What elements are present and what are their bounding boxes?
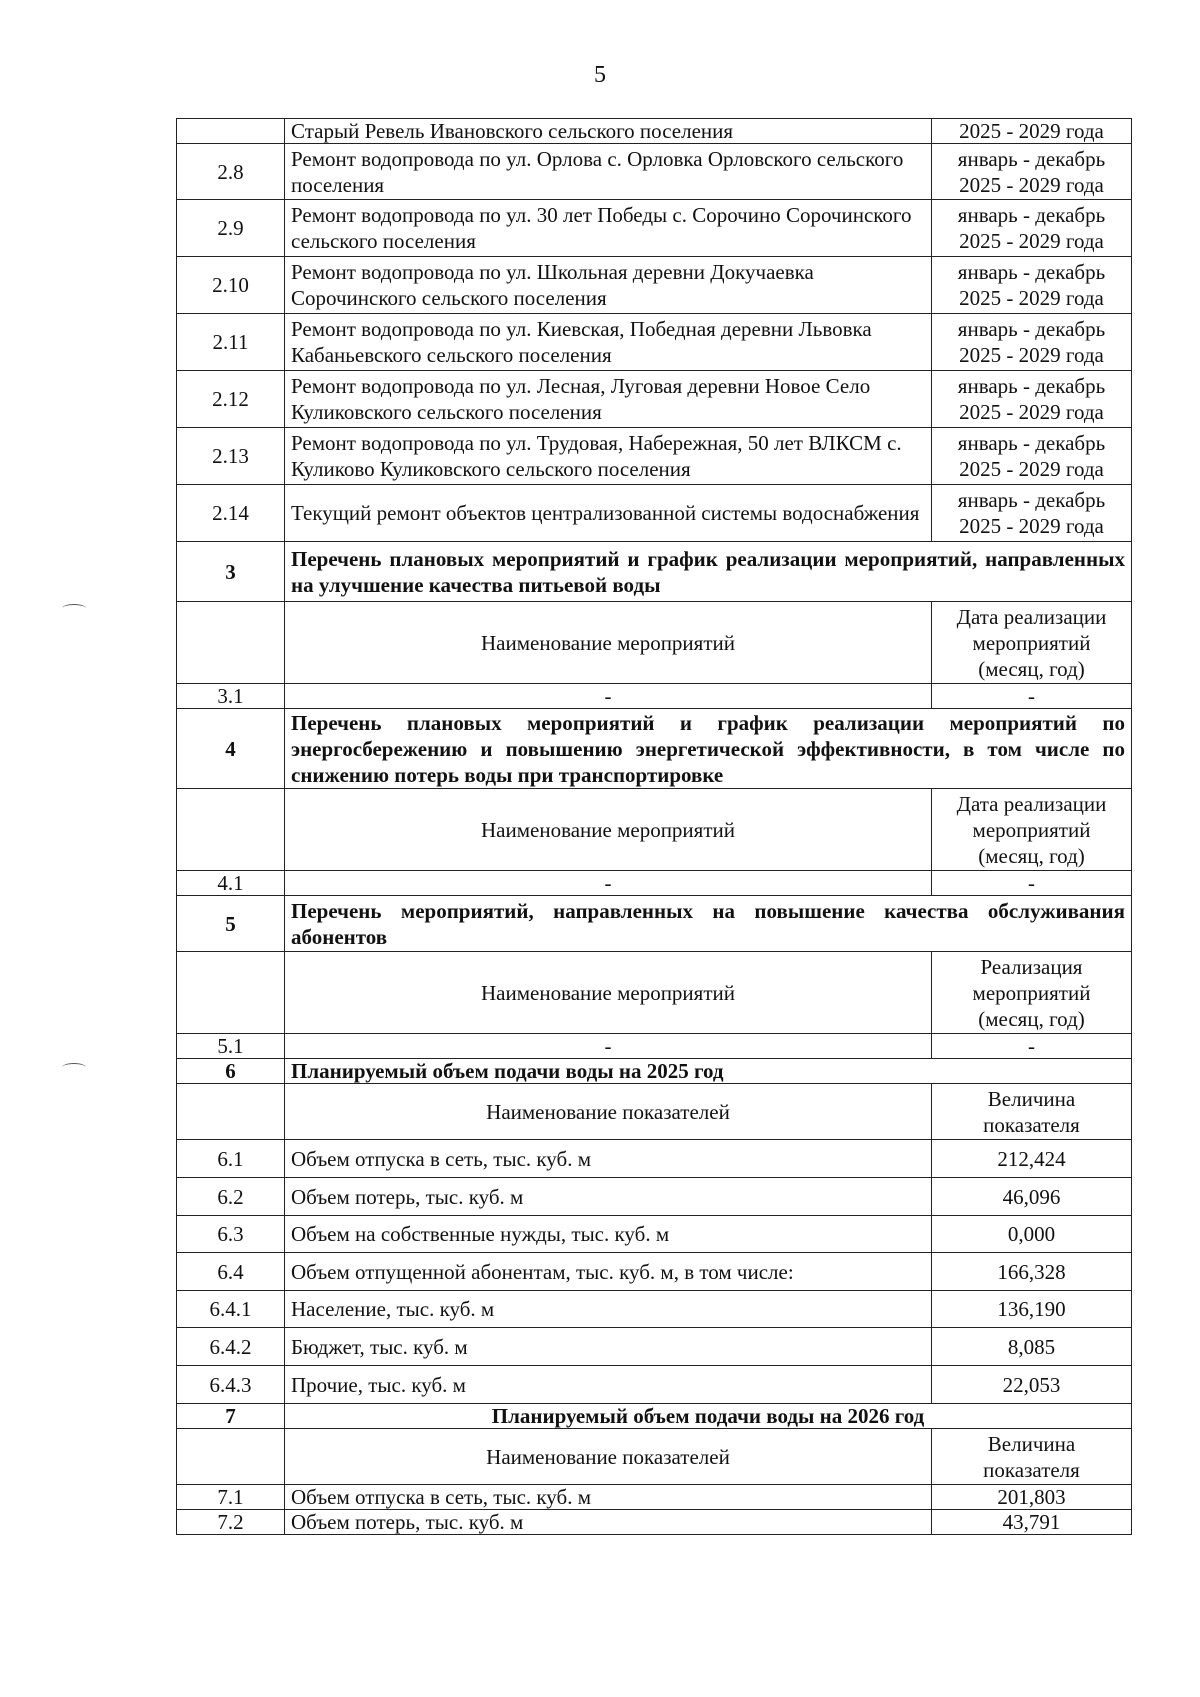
table-row (177, 428, 1132, 485)
table-row (177, 1178, 1132, 1216)
section-title: Перечень плановых мероприятий и график реализации мероприятий по энергосбережению и повышению энергетической эффективности, в том числе по снижению потерь воды при транспортировке (285, 709, 1132, 789)
header-name: Наименование показателей (285, 1429, 932, 1485)
row-number (177, 119, 285, 144)
row-number: 2.10 (177, 257, 285, 314)
table-row (177, 684, 1132, 709)
section-7-header-row (177, 1429, 1132, 1485)
row-number: 5.1 (177, 1034, 285, 1059)
header-date: Реализация мероприятий (месяц, год) (932, 952, 1132, 1034)
row-date: январь - декабрь 2025 - 2029 года (932, 485, 1132, 542)
row-number: 2.11 (177, 314, 285, 371)
row-number: 6.4.2 (177, 1328, 285, 1366)
table-row (177, 1366, 1132, 1404)
table-row (177, 1485, 1132, 1510)
header-name: Наименование мероприятий (285, 602, 932, 684)
page-number: 5 (594, 62, 606, 88)
row-value: 166,328 (932, 1253, 1132, 1291)
row-name: Ремонт водопровода по ул. Орлова с. Орловка Орловского сельского поселения (285, 144, 932, 200)
header-value: Величина показателя (932, 1084, 1132, 1140)
section-number: 7 (177, 1404, 285, 1429)
row-name: Прочие, тыс. куб. м (285, 1366, 932, 1404)
row-number: 6.2 (177, 1178, 285, 1216)
row-name: Текущий ремонт объектов централизованной системы водоснабжения (285, 485, 932, 542)
row-value: 0,000 (932, 1216, 1132, 1253)
row-date: январь - декабрь 2025 - 2029 года (932, 200, 1132, 257)
row-name: Объем отпущенной абонентам, тыс. куб. м, в том числе: (285, 1253, 932, 1291)
row-name: Объем на собственные нужды, тыс. куб. м (285, 1216, 932, 1253)
row-name: Население, тыс. куб. м (285, 1291, 932, 1328)
row-number: 6.4.1 (177, 1291, 285, 1328)
row-value: 136,190 (932, 1291, 1132, 1328)
row-date: январь - декабрь 2025 - 2029 года (932, 371, 1132, 428)
section-4-heading-row (177, 709, 1132, 789)
row-number: 2.13 (177, 428, 285, 485)
row-name: Ремонт водопровода по ул. Киевская, Победная деревни Львовка Кабаньевского сельского поселения (285, 314, 932, 371)
header-date: Дата реализации мероприятий (месяц, год) (932, 789, 1132, 871)
table-row (177, 1291, 1132, 1328)
row-name: Ремонт водопровода по ул. Школьная деревни Докучаевка Сорочинского сельского поселения (285, 257, 932, 314)
row-date: 2025 - 2029 года (932, 119, 1132, 144)
table-row (177, 1510, 1132, 1535)
table-row (177, 1216, 1132, 1253)
table-row (177, 257, 1132, 314)
header-value: Величина показателя (932, 1429, 1132, 1485)
row-number: 6.4.3 (177, 1366, 285, 1404)
row-number: 6.3 (177, 1216, 285, 1253)
row-number: 6.1 (177, 1140, 285, 1178)
table-row (177, 371, 1132, 428)
row-name: - (285, 871, 932, 896)
row-date: январь - декабрь 2025 - 2029 года (932, 428, 1132, 485)
row-number: 3.1 (177, 684, 285, 709)
section-5-heading-row (177, 896, 1132, 952)
binding-hole-mark (62, 604, 86, 613)
table-row (177, 200, 1132, 257)
binding-hole-mark (62, 1063, 86, 1072)
header-number-cell (177, 789, 285, 871)
table-row (177, 871, 1132, 896)
row-name: Бюджет, тыс. куб. м (285, 1328, 932, 1366)
row-number: 2.9 (177, 200, 285, 257)
row-date: январь - декабрь 2025 - 2029 года (932, 144, 1132, 200)
table-row (177, 1253, 1132, 1291)
section-number: 4 (177, 709, 285, 789)
row-number: 2.8 (177, 144, 285, 200)
row-date: - (932, 1034, 1132, 1059)
header-number-cell (177, 1084, 285, 1140)
section-title: Перечень плановых мероприятий и график реализации мероприятий, направленных на улучшение качества питьевой воды (285, 542, 1132, 602)
section-3-heading-row (177, 542, 1132, 602)
header-number-cell (177, 1429, 285, 1485)
header-name: Наименование мероприятий (285, 952, 932, 1034)
header-name: Наименование мероприятий (285, 789, 932, 871)
row-number: 2.12 (177, 371, 285, 428)
table-row (177, 1328, 1132, 1366)
section-number: 6 (177, 1059, 285, 1084)
section-title: Планируемый объем подачи воды на 2026 год (285, 1404, 1132, 1429)
header-name: Наименование показателей (285, 1084, 932, 1140)
section-6-header-row (177, 1084, 1132, 1140)
section-4-header-row (177, 789, 1132, 871)
row-date: - (932, 684, 1132, 709)
row-value: 43,791 (932, 1510, 1132, 1535)
section-3-header-row (177, 602, 1132, 684)
row-date: январь - декабрь 2025 - 2029 года (932, 314, 1132, 371)
section-title: Перечень мероприятий, направленных на повышение качества обслуживания абонентов (285, 896, 1132, 952)
row-value: 201,803 (932, 1485, 1132, 1510)
row-name: Объем потерь, тыс. куб. м (285, 1510, 932, 1535)
row-name: - (285, 1034, 932, 1059)
row-name: Ремонт водопровода по ул. Лесная, Луговая деревни Новое Село Куликовского сельского поселения (285, 371, 932, 428)
section-title: Планируемый объем подачи воды на 2025 год (285, 1059, 1132, 1084)
table-row (177, 144, 1132, 200)
section-5-header-row (177, 952, 1132, 1034)
section-7-heading-row (177, 1404, 1132, 1429)
section-number: 3 (177, 542, 285, 602)
row-value: 8,085 (932, 1328, 1132, 1366)
row-value: 46,096 (932, 1178, 1132, 1216)
section-6-heading-row (177, 1059, 1132, 1084)
row-name: Объем отпуска в сеть, тыс. куб. м (285, 1140, 932, 1178)
row-date: январь - декабрь 2025 - 2029 года (932, 257, 1132, 314)
header-number-cell (177, 952, 285, 1034)
table-row (177, 1140, 1132, 1178)
row-name: Ремонт водопровода по ул. 30 лет Победы с. Сорочино Сорочинского сельского поселения (285, 200, 932, 257)
row-value: 22,053 (932, 1366, 1132, 1404)
table-row (177, 314, 1132, 371)
row-name: - (285, 684, 932, 709)
row-name: Объем потерь, тыс. куб. м (285, 1178, 932, 1216)
row-number: 7.1 (177, 1485, 285, 1510)
row-name: Объем отпуска в сеть, тыс. куб. м (285, 1485, 932, 1510)
row-number: 4.1 (177, 871, 285, 896)
row-value: 212,424 (932, 1140, 1132, 1178)
row-number: 6.4 (177, 1253, 285, 1291)
section-number: 5 (177, 896, 285, 952)
row-date: - (932, 871, 1132, 896)
header-date: Дата реализации мероприятий (месяц, год) (932, 602, 1132, 684)
row-number: 7.2 (177, 1510, 285, 1535)
header-number-cell (177, 602, 285, 684)
table-row (177, 119, 1132, 144)
table-row (177, 485, 1132, 542)
table-row (177, 1034, 1132, 1059)
row-name: Старый Ревель Ивановского сельского поселения (285, 119, 932, 144)
row-number: 2.14 (177, 485, 285, 542)
plan-table (176, 118, 1132, 1535)
row-name: Ремонт водопровода по ул. Трудовая, Набережная, 50 лет ВЛКСМ с. Куликово Куликовского сельского поселения (285, 428, 932, 485)
